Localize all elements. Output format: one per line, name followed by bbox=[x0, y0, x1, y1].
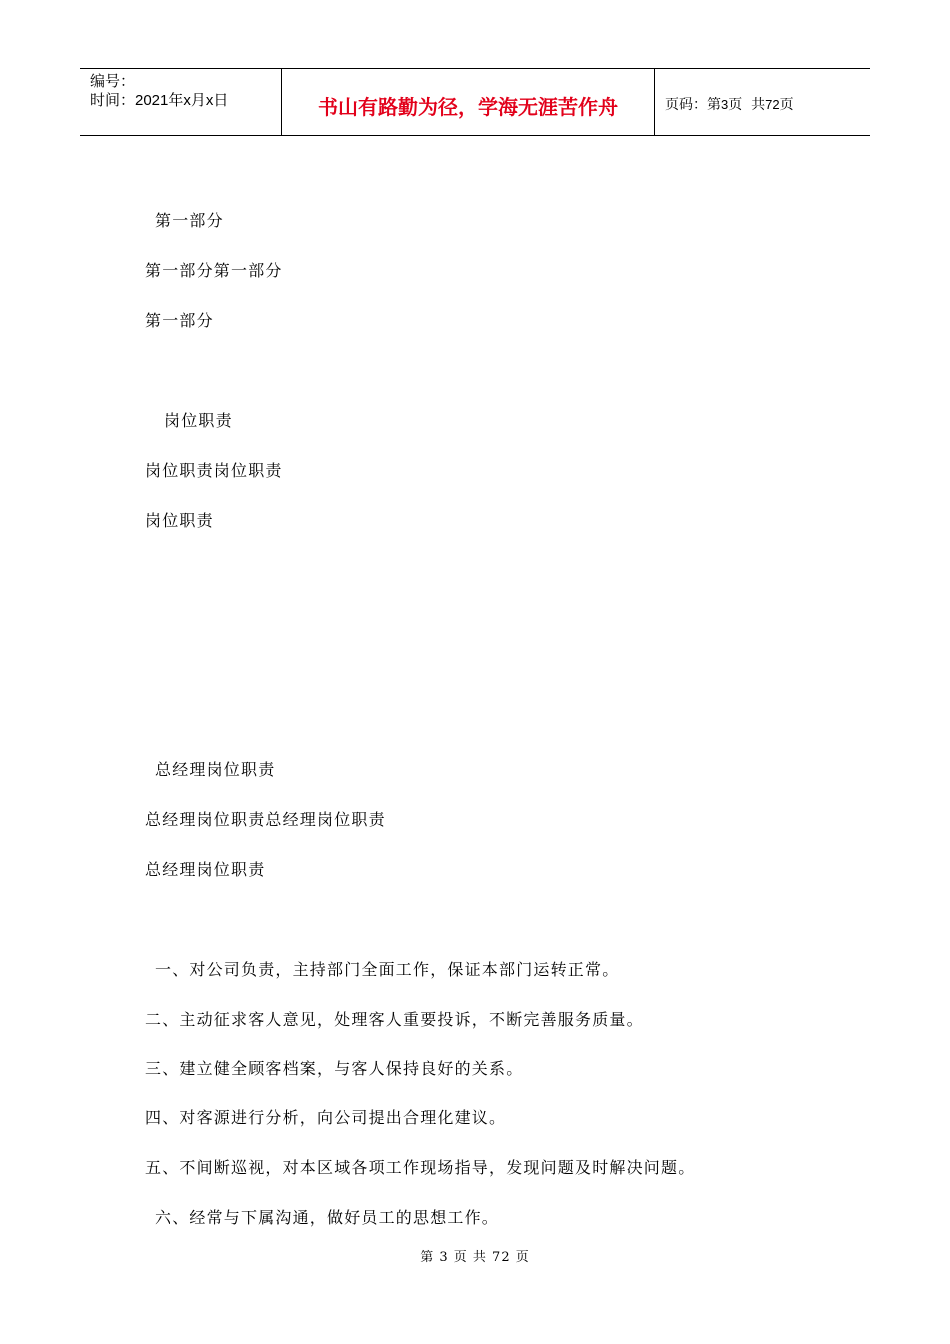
section-text: 总经理岗位职责 bbox=[145, 860, 266, 879]
number-label: 编号： bbox=[90, 73, 136, 90]
page-mid: 页 共 bbox=[728, 97, 766, 113]
section-text: 岗位职责岗位职责 bbox=[145, 461, 283, 480]
page-footer: 第 3 页 共 72 页 bbox=[420, 1250, 530, 1265]
page-suffix: 页 bbox=[779, 97, 794, 113]
section-text: 第一部分第一部分 bbox=[145, 261, 283, 280]
section-title: 岗位职责 bbox=[164, 411, 233, 430]
header-meta bbox=[80, 69, 282, 135]
page-total: 72 bbox=[765, 96, 780, 112]
header-page-number bbox=[655, 69, 870, 135]
section-text: 总经理岗位职责总经理岗位职责 bbox=[145, 810, 386, 829]
duty-item: 一、对公司负责，主持部门全面工作，保证本部门运转正常。 bbox=[155, 960, 620, 979]
header-motto: 书山有路勤为径，学海无涯苦作舟 bbox=[282, 69, 655, 135]
duty-item: 六、经常与下属沟通，做好员工的思想工作。 bbox=[155, 1208, 500, 1227]
page-prefix: 页码：第 bbox=[665, 97, 721, 113]
date-label: 时间：2021年x月x日 bbox=[90, 92, 229, 109]
section-title: 第一部分 bbox=[155, 211, 224, 230]
section-title: 总经理岗位职责 bbox=[155, 760, 276, 779]
page-current: 3 bbox=[721, 96, 729, 112]
duty-item: 三、建立健全顾客档案，与客人保持良好的关系。 bbox=[145, 1059, 524, 1078]
section-text: 岗位职责 bbox=[145, 511, 214, 530]
duty-item: 四、对客源进行分析，向公司提出合理化建议。 bbox=[145, 1108, 507, 1127]
duty-item: 五、不间断巡视，对本区域各项工作现场指导，发现问题及时解决问题。 bbox=[145, 1158, 696, 1177]
page-header bbox=[80, 68, 870, 136]
duty-item: 二、主动征求客人意见，处理客人重要投诉，不断完善服务质量。 bbox=[145, 1010, 644, 1029]
section-text: 第一部分 bbox=[145, 311, 214, 330]
